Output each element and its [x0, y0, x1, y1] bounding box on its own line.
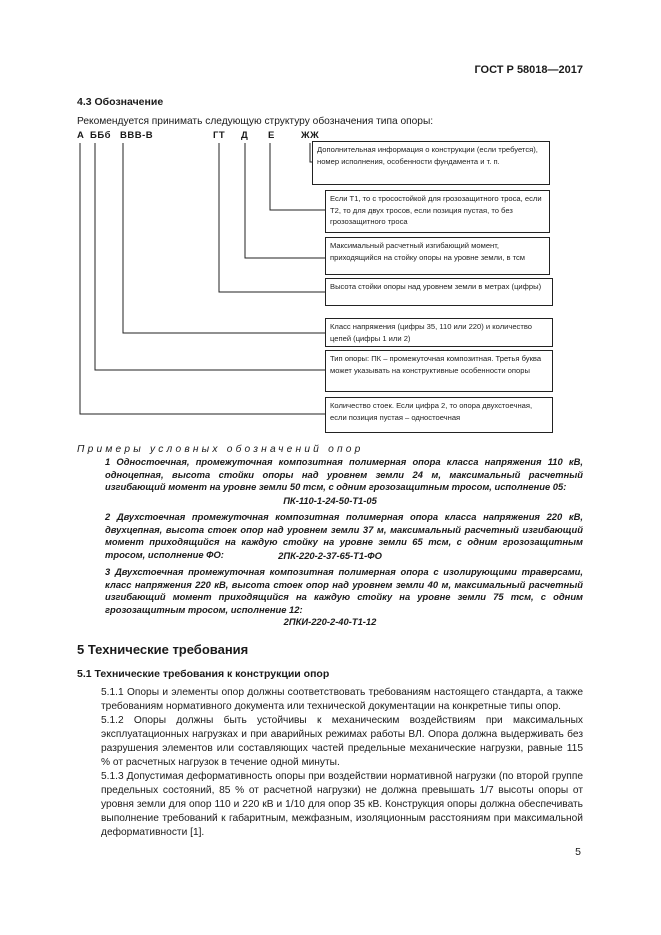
designation-box-height: Высота стойки опоры над уровнем земли в метрах (цифры)	[325, 278, 553, 306]
designation-box-posts-count: Количество стоек. Если цифра 2, то опора двухстоечная, если позиция пустая – одностоечная	[325, 397, 553, 433]
connector-vvv	[123, 143, 325, 333]
code-gt: ГТ	[213, 130, 226, 141]
designation-box-additional-info: Дополнительная информация о конструкции (если требуется), номер исполнения, особенности фундамента и т. п.	[312, 141, 550, 185]
example-3-code: 2ПКИ-220-2-40-Т1-12	[283, 616, 377, 627]
code-zhzh: ЖЖ	[301, 130, 320, 141]
section-5-title: 5 Технические требования	[77, 642, 249, 657]
code-a: А	[77, 130, 85, 141]
example-1-code: ПК-110-1-24-50-Т1-05	[283, 495, 377, 506]
example-2-code: 2ПК-220-2-37-65-Т1-ФО	[278, 550, 382, 561]
section-5-1-title: 5.1 Технические требования к конструкции опор	[77, 668, 330, 680]
paragraph-5-1-1	[77, 686, 583, 714]
designation-box-support-type: Тип опоры: ПК – промежуточная композитная. Третья буква может указывать на конструктивные особенности опоры	[325, 350, 553, 392]
section-4-3-title: 4.3 Обозначение	[77, 96, 164, 108]
example-2-body: 2 Двухстоечная промежуточная композитная полимерная опора класса напряжения 220 кВ, двухцепная, высота стоек опор над уровнем земли 37 м, максимальный расчетный изгибающий момент приходящийся на каждую стойку на уровне земли 65 тсм, с одним грозозащитным тросом, исполнение ФО:	[105, 511, 583, 560]
connector-gt	[219, 143, 325, 292]
paragraph-5-1-3	[77, 770, 583, 840]
paragraph-5-1-1-text: 5.1.1 Опоры и элементы опор должны соответствовать требованиям настоящего стандарта, а также требованиям нормативного документа или технической документации на конкретные типы опор.	[101, 687, 583, 712]
section-4-3-intro: Рекомендуется принимать следующую структуру обозначения типа опоры:	[77, 116, 434, 127]
paragraph-5-1-2-text: 5.1.2 Опоры должны быть устойчивы к механическим воздействиям при максимальных эксплуатационных нагрузках и при аварийных режимах работы ВЛ. Опора должна выдерживать без разрушения элементов или составляющих частей предельные механические нагрузки, равные 115 % от расчетных нагрузок в течение одной минуты.	[101, 715, 583, 768]
example-3-body: 3 Двухстоечная промежуточная композитная полимерная опора с изолирующими траверсами, класс напряжения 220 кВ, высота стоек опор над уровнем земли 40 м, максимальный расчетный изгибающий момент приходящийся на каждую стойку на уровне земли 75 тсм, с одним грозозащитным тросом, исполнение 12:	[105, 566, 583, 615]
code-d: Д	[241, 130, 249, 141]
paragraph-5-1-3-text: 5.1.3 Допустимая деформативность опоры при воздействии нормативной нагрузки (по второй группе предельных состояний, 85 % от расчетной нагрузки) не должна превышать 1/7 высоты опоры от уровня земли для опор 110 и 220 кВ и 1/10 для опор 35 кВ. Конструкция опоры должна обеспечивать выполнение требований к габаритным, межфазным, изоляционным расстояниям при максимальной деформативности [1].	[101, 771, 583, 838]
example-1-body: 1 Одностоечная, промежуточная композитная полимерная опора класса напряжения 110 кВ, одноцепная, высота стойки опоры над уровнем земли 24 м, максимальный расчетный изгибающий момент на уровне земли 50 тсм, с одним грозозащитным тросом, исполнение 05:	[105, 456, 583, 493]
connector-a	[80, 143, 325, 414]
page-number: 5	[575, 846, 581, 858]
code-bbb: ББб	[90, 130, 112, 141]
code-vvv: ВВВ-В	[120, 130, 154, 141]
examples-title: Примеры условных обозначений опор	[77, 444, 364, 455]
document-id: ГОСТ Р 58018—2017	[474, 64, 583, 76]
designation-box-voltage-class: Класс напряжения (цифры 35, 110 или 220) и количество цепей (цифры 1 или 2)	[325, 318, 553, 347]
paragraph-5-1-2	[77, 714, 583, 770]
designation-box-ground-wire: Если Т1, то с тросостойкой для грозозащитного троса, если Т2, то для двух тросов, если позиция пустая, то без грозозащитного троса	[325, 190, 550, 233]
code-e: Е	[268, 130, 275, 141]
example-3-text	[77, 566, 583, 616]
connector-bbb	[95, 143, 325, 370]
designation-box-bending-moment: Максимальный расчетный изгибающий момент, приходящийся на стойку опоры на уровне земли, в тсм	[325, 237, 550, 275]
example-1-text	[77, 456, 583, 494]
